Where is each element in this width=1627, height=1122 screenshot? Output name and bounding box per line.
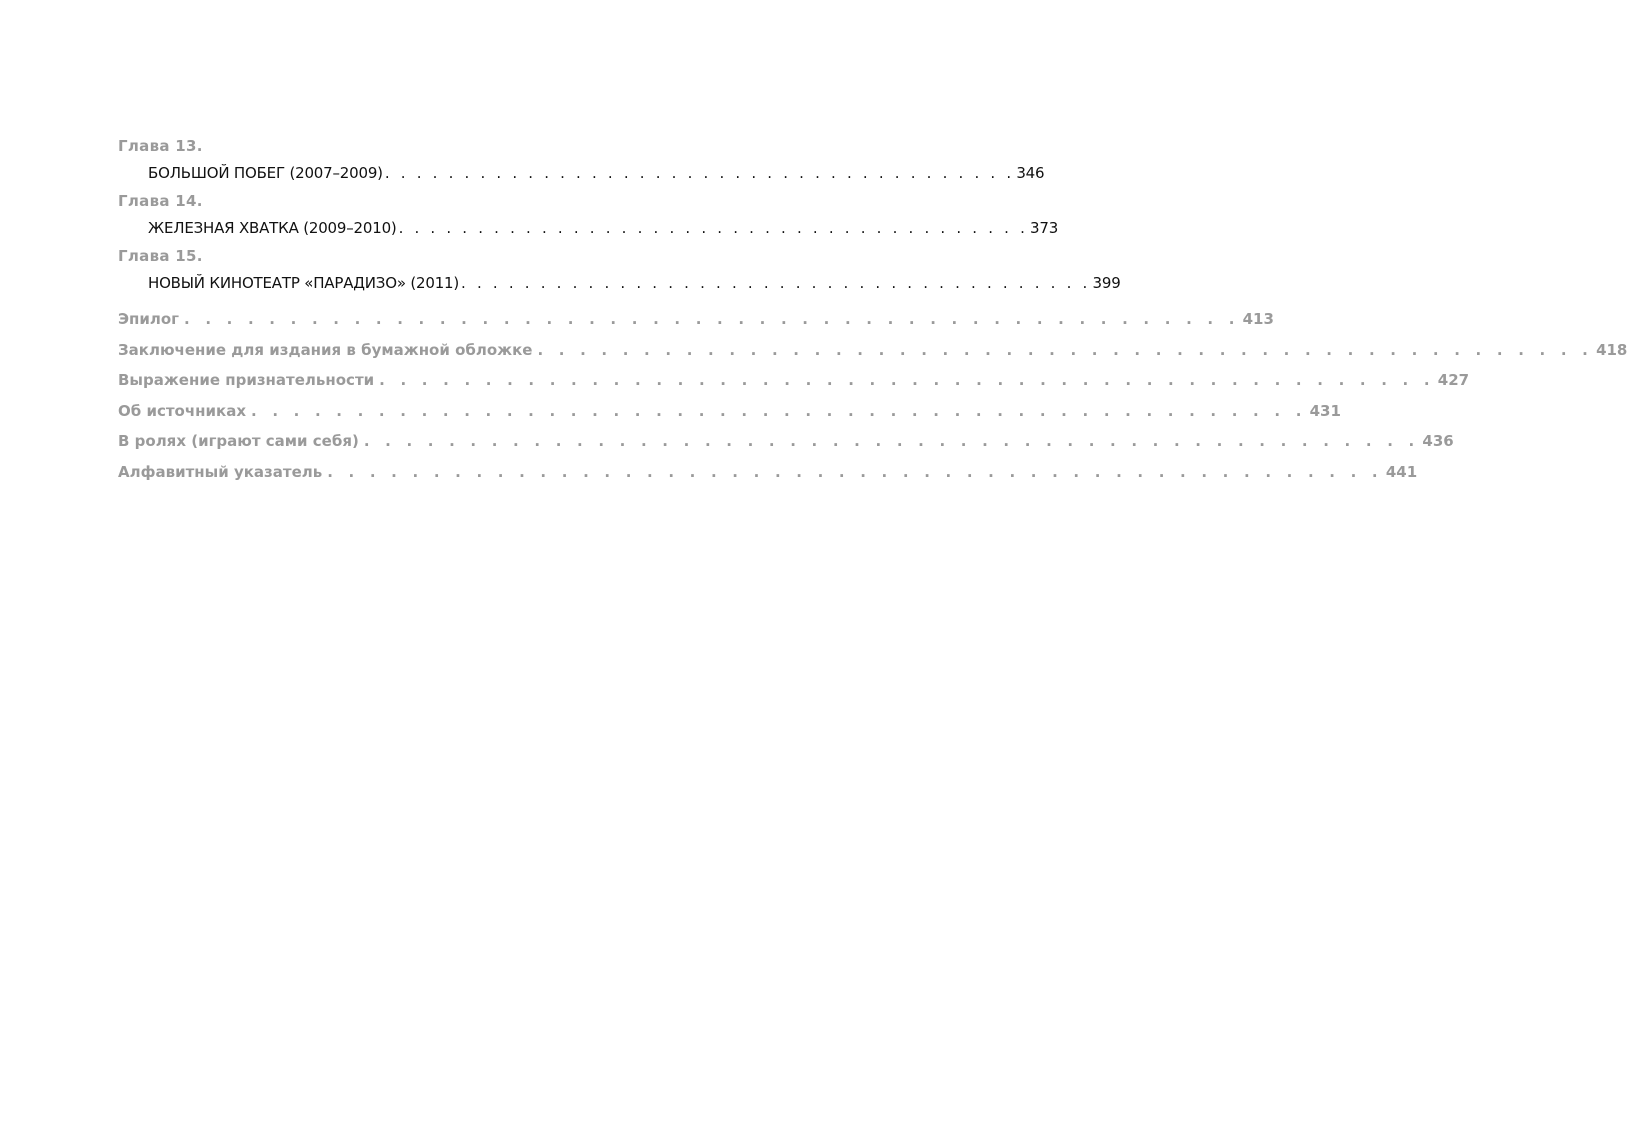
dot-leader: . . . . . . . . . . . . . . . . . . . . . . . . . . . . . . . . . . . . . . . .	[461, 274, 1091, 292]
chapter-title: БОЛЬШОЙ ПОБЕГ (2007–2009)	[148, 164, 383, 182]
section-entry-index[interactable]	[118, 457, 1418, 488]
page-number: 418	[1596, 340, 1627, 359]
chapter-title: НОВЫЙ КИНОТЕАТР «ПАРАДИЗО» (2011)	[148, 274, 460, 292]
page-number: 399	[1092, 274, 1121, 292]
section-entry-sources[interactable]	[118, 396, 1341, 427]
dot-leader: . . . . . . . . . . . . . . . . . . . . . . . . . . . . . . . . . . . . . . . . . . . . . . . . . .	[251, 401, 1307, 420]
dot-leader: . . . . . . . . . . . . . . . . . . . . . . . . . . . . . . . . . . . . . . . . . . . . . . . . . .	[327, 462, 1383, 481]
page-number: 431	[1309, 401, 1341, 420]
page-number: 436	[1422, 432, 1454, 450]
section-entry-cast[interactable]	[118, 426, 1454, 457]
chapter-label: Глава 14.	[118, 192, 203, 210]
dot-leader: . . . . . . . . . . . . . . . . . . . . . . . . . . . . . . . . . . . . . . . . . . . . . . . . . .	[537, 340, 1594, 359]
section-entry-acknowledgements[interactable]	[118, 365, 1470, 396]
page-number: 346	[1016, 164, 1045, 182]
chapter-entry-13	[118, 134, 1045, 189]
dot-leader: . . . . . . . . . . . . . . . . . . . . . . . . . . . . . . . . . . . . . . . . . . . . . . . . . .	[363, 432, 1420, 450]
chapter-entry-14	[118, 189, 1059, 244]
dot-leader: . . . . . . . . . . . . . . . . . . . . . . . . . . . . . . . . . . . . . . . .	[398, 219, 1029, 237]
chapter-line[interactable]	[148, 213, 1059, 244]
chapter-entry-15	[118, 244, 1121, 299]
chapter-line[interactable]	[148, 158, 1045, 189]
section-title: В ролях (играют сами себя)	[118, 432, 359, 450]
table-of-contents	[118, 134, 1627, 487]
dot-leader: . . . . . . . . . . . . . . . . . . . . . . . . . . . . . . . . . . . . . . . . . . . . . . . . . .	[379, 371, 1435, 389]
page-number: 413	[1242, 310, 1274, 328]
chapter-label: Глава 13.	[118, 137, 203, 155]
section-entry-epilogue[interactable]	[118, 304, 1274, 335]
dot-leader: . . . . . . . . . . . . . . . . . . . . . . . . . . . . . . . . . . . . . . . .	[384, 164, 1015, 182]
section-title: Заключение для издания в бумажной обложке	[118, 340, 533, 359]
chapter-line[interactable]	[148, 268, 1121, 299]
chapter-label: Глава 15.	[118, 247, 203, 265]
page-number: 373	[1030, 219, 1059, 237]
section-title: Об источниках	[118, 401, 246, 420]
section-title: Выражение признательности	[118, 371, 375, 389]
section-title: Эпилог	[118, 310, 180, 328]
section-entry-conclusion[interactable]	[118, 335, 1627, 366]
dot-leader: . . . . . . . . . . . . . . . . . . . . . . . . . . . . . . . . . . . . . . . . . . . . . . . . . .	[184, 310, 1240, 328]
chapter-title: ЖЕЛЕЗНАЯ ХВАТКА (2009–2010)	[148, 219, 397, 237]
page-number: 441	[1385, 462, 1418, 481]
page-number: 427	[1437, 371, 1470, 389]
section-title: Алфавитный указатель	[118, 462, 323, 481]
